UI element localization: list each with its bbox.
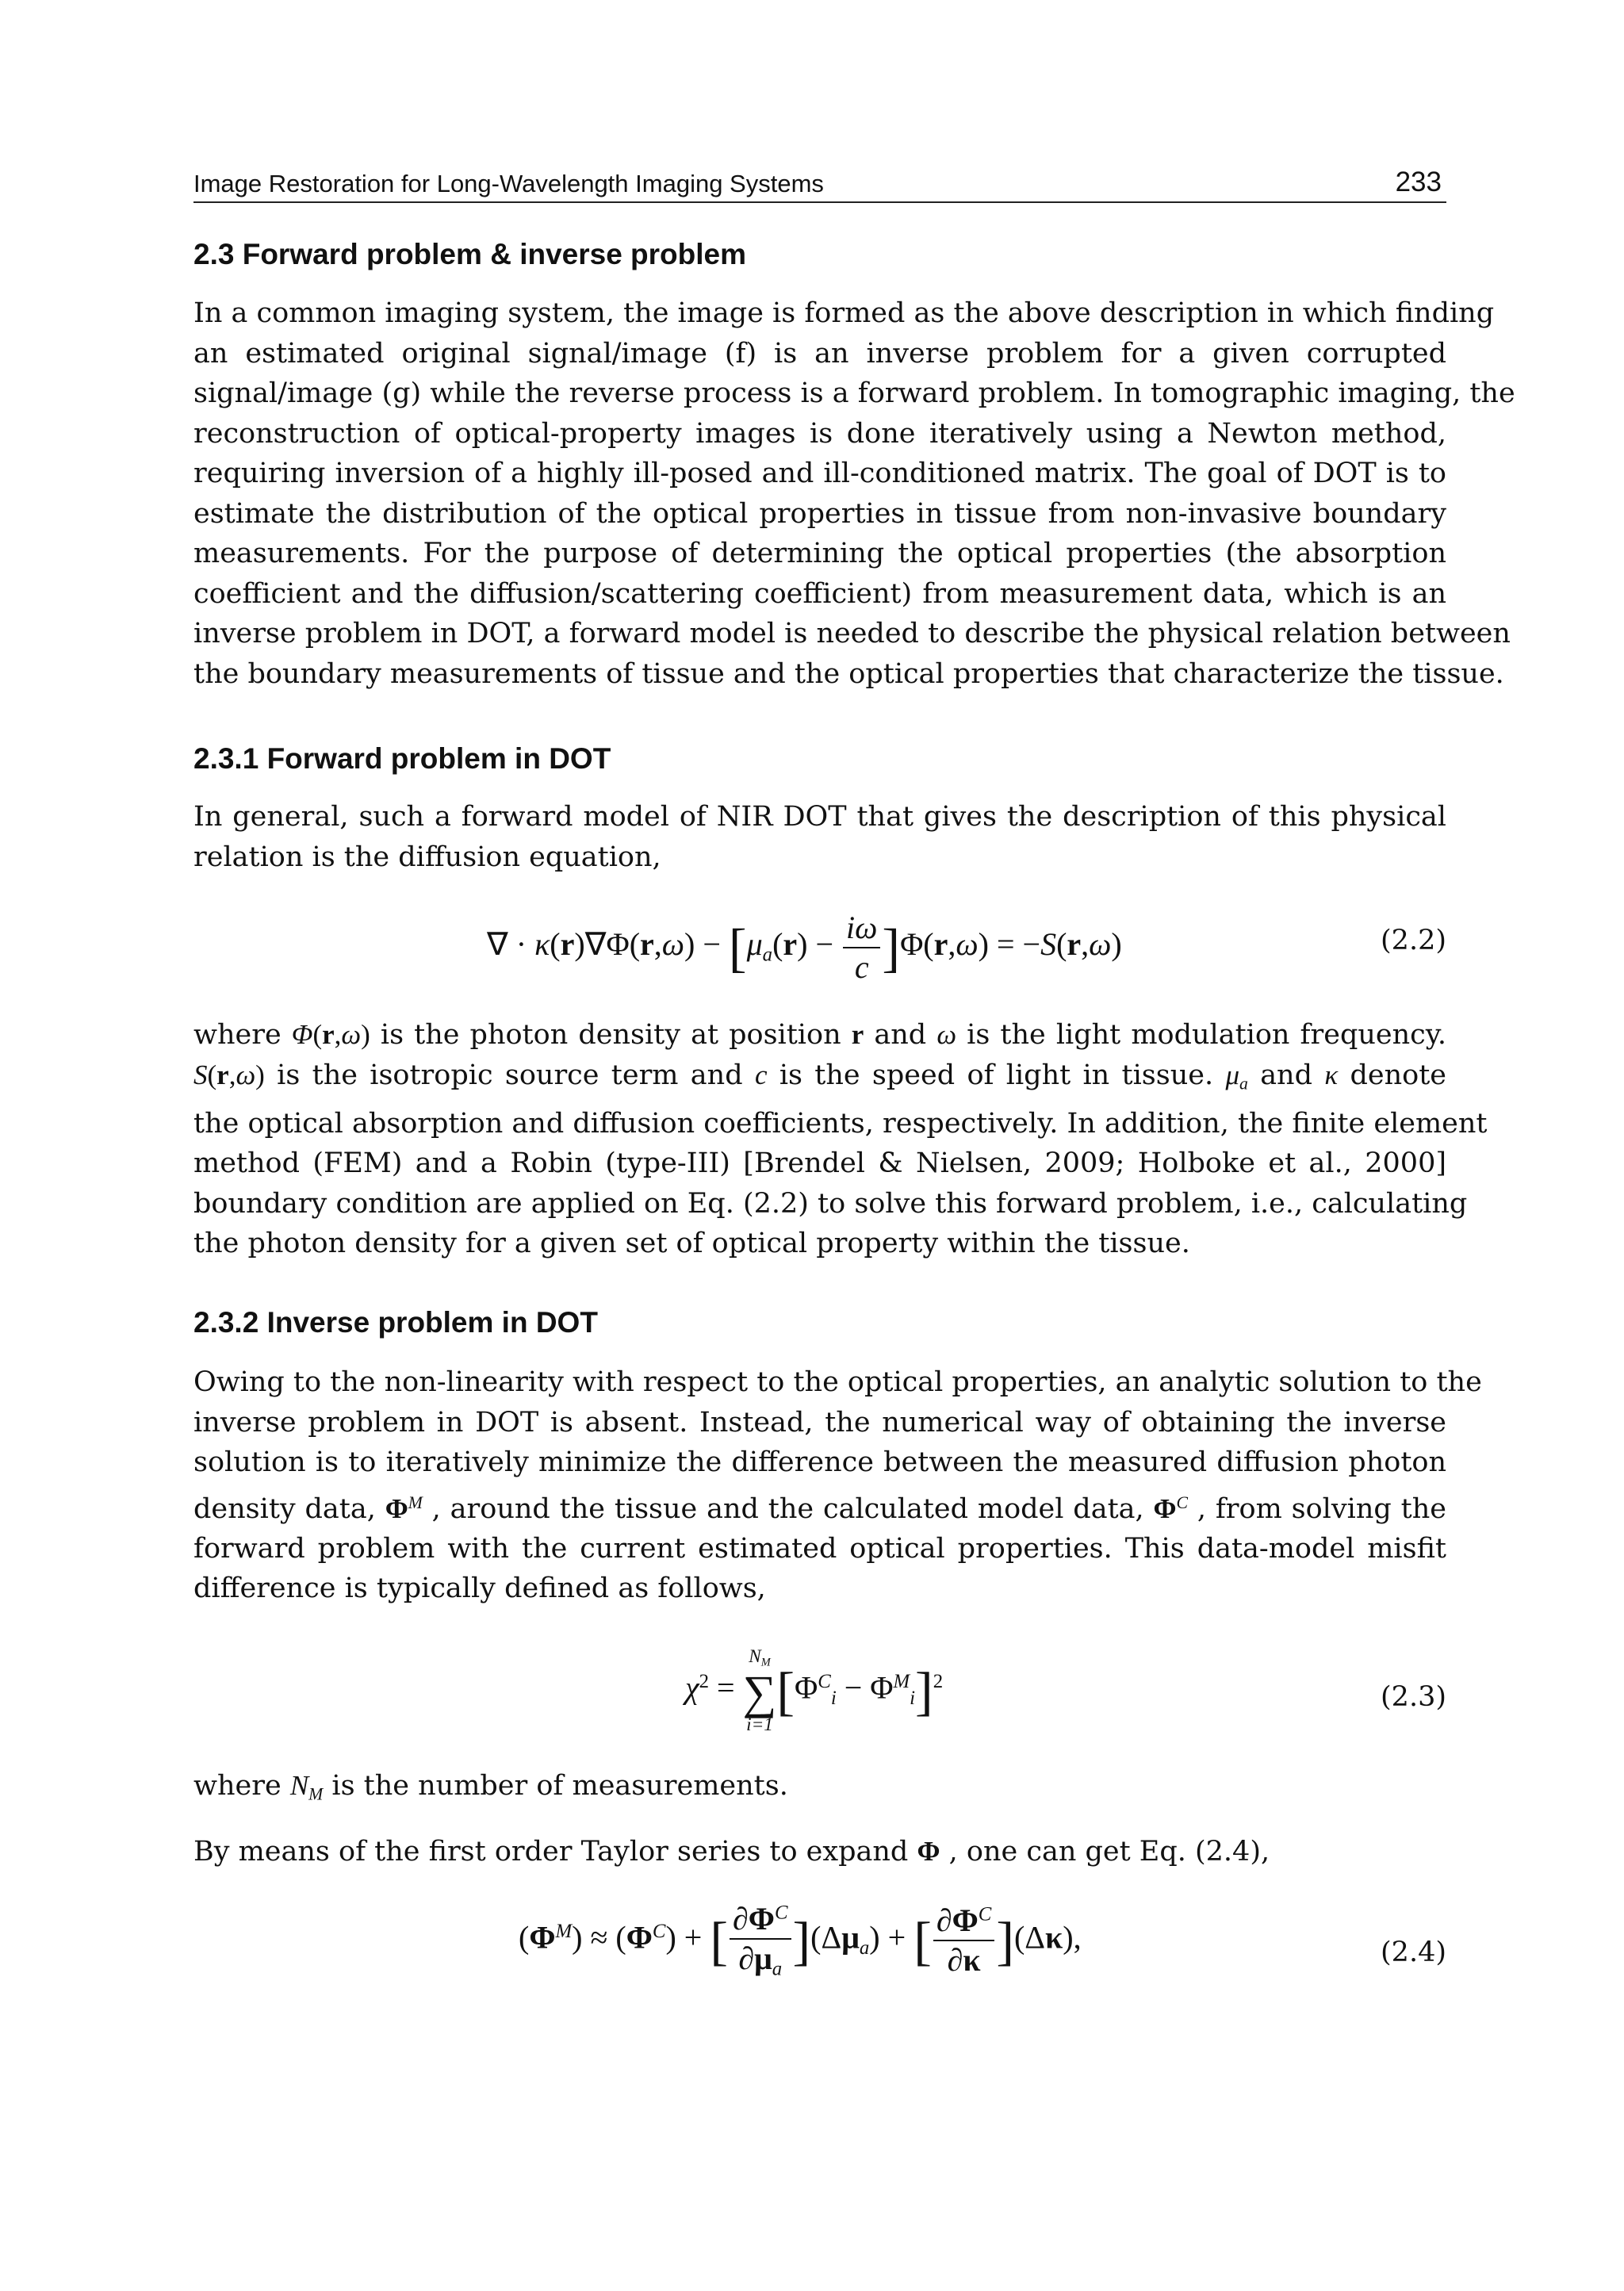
- equation-2-2: [193, 910, 1446, 998]
- text-line: S(r,ω) is the isotropic source term and c is the speed of light in tissue. $\mu_a$ and κ denote: [193, 1059, 1446, 1093]
- text-line: inverse problem in DOT, a forward model is needed to describe the physical relation between: [193, 618, 1511, 649]
- text-line: the boundary measurements of tissue and the optical properties that characterize the tissue.: [193, 657, 1504, 690]
- running-title: Image Restoration for Long-Wavelength Imaging Systems: [193, 170, 824, 197]
- text-line: By means of the first order Taylor series to expand Φ , one can get Eq. (2.4),: [193, 1836, 1270, 1868]
- text-line: difference is typically defined as follows,: [193, 1573, 766, 1605]
- text-line: inverse problem in DOT is absent. Instead, the numerical way of obtaining the inverse: [193, 1406, 1446, 1439]
- text-line: boundary condition are applied on Eq. (2.2) to solve this forward problem, i.e., calculating: [193, 1187, 1468, 1220]
- text-line: where Φ(r,ω) is the photon density at position r and ω is the light modulation frequency.: [193, 1019, 1447, 1051]
- text-line: solution is to iteratively minimize the difference between the measured diffusion photon: [193, 1446, 1446, 1478]
- text-line: estimate the distribution of the optical properties in tissue from non-invasive boundary: [193, 497, 1446, 530]
- text-line: relation is the diffusion equation,: [193, 841, 661, 873]
- paragraph-taylor: [193, 1832, 1446, 1872]
- equation-number: (2.4): [1381, 1937, 1446, 1968]
- section-heading-2-3: 2.3 Forward problem & inverse problem: [193, 238, 747, 270]
- text-line: method (FEM) and a Robin (type-III) [Brendel & Nielsen, 2009; Holboke et al., 2000]: [193, 1147, 1446, 1179]
- text-line: Owing to the non-linearity with respect to the optical properties, an analytic solution to the: [193, 1366, 1482, 1398]
- paragraph-nm: [193, 1766, 1446, 1814]
- text-line: an estimated original signal/image (f) is an inverse problem for a given corrupted: [193, 337, 1446, 370]
- text-line: the photon density for a given set of optical property within the tissue.: [193, 1228, 1190, 1259]
- page-number: 233: [1395, 167, 1442, 197]
- text-line: signal/image (g) while the reverse process is a forward problem. In tomographic imaging, the: [193, 377, 1515, 409]
- equation-2-3-body: $\chi^2$ = $N_M$ ∑ i=1 $[\Phi^C_i - \Phi^M_i]^2$: [685, 1646, 944, 1735]
- text-line: In a common imaging system, the image is formed as the above description in which finding: [193, 297, 1495, 329]
- paragraph-2-3-2: [193, 1362, 1482, 1609]
- equation-2-3: [193, 1648, 1446, 1751]
- equation-2-2-body: ∇ · $\kappa(r)\nabla\Phi(r,\omega) - [\mu_a(r)$ − $\frac{i\omega}{c}$ ]Φ(r,ω) = −S(r,ω): [487, 910, 1122, 985]
- running-head: [193, 165, 1446, 203]
- equation-2-4: [193, 1902, 1446, 2013]
- text-line: density data, $\Phi^M$ , around the tissue and the calculated model data, $\Phi^C$ , from solving the: [193, 1492, 1446, 1525]
- text-line: coefficient and the diffusion/scattering coefficient) from measurement data, which is an: [193, 577, 1446, 610]
- equation-number: (2.3): [1381, 1681, 1446, 1713]
- paragraph-2-3: [193, 293, 1515, 694]
- text-line: In general, such a forward model of NIR DOT that gives the description of this physical: [193, 801, 1446, 833]
- text-line: where $N_M$ is the number of measurements.: [193, 1770, 788, 1804]
- text-line: requiring inversion of a highly ill-posed and ill-conditioned matrix. The goal of DOT is to: [193, 458, 1446, 489]
- section-heading-2-3-1: 2.3.1 Forward problem in DOT: [193, 742, 611, 775]
- text-line: reconstruction of optical-property images is done iteratively using a Newton method,: [193, 417, 1446, 450]
- text-line: measurements. For the purpose of determining the optical properties (the absorption: [193, 538, 1446, 569]
- equation-number: (2.2): [1381, 925, 1446, 956]
- text-line: forward problem with the current estimated optical properties. This data-model misfit: [193, 1532, 1446, 1565]
- section-heading-2-3-2: 2.3.2 Inverse problem in DOT: [193, 1306, 598, 1339]
- text-line: the optical absorption and diffusion coefficients, respectively. In addition, the finite element: [193, 1107, 1488, 1140]
- paragraph-2-3-1-intro: [193, 797, 1446, 877]
- paragraph-2-3-1-where: [193, 1015, 1488, 1264]
- equation-2-4-body: $(\Phi^M) \approx (\Phi^C)$ + [ $\frac{\partial\Phi^C}{\partial\mu_a}$ ]$(\Delta\mu_a)$ + [ $\frac{\partial\Phi^C}{\partial\kappa}$ ](Δκ),: [519, 1901, 1082, 1980]
